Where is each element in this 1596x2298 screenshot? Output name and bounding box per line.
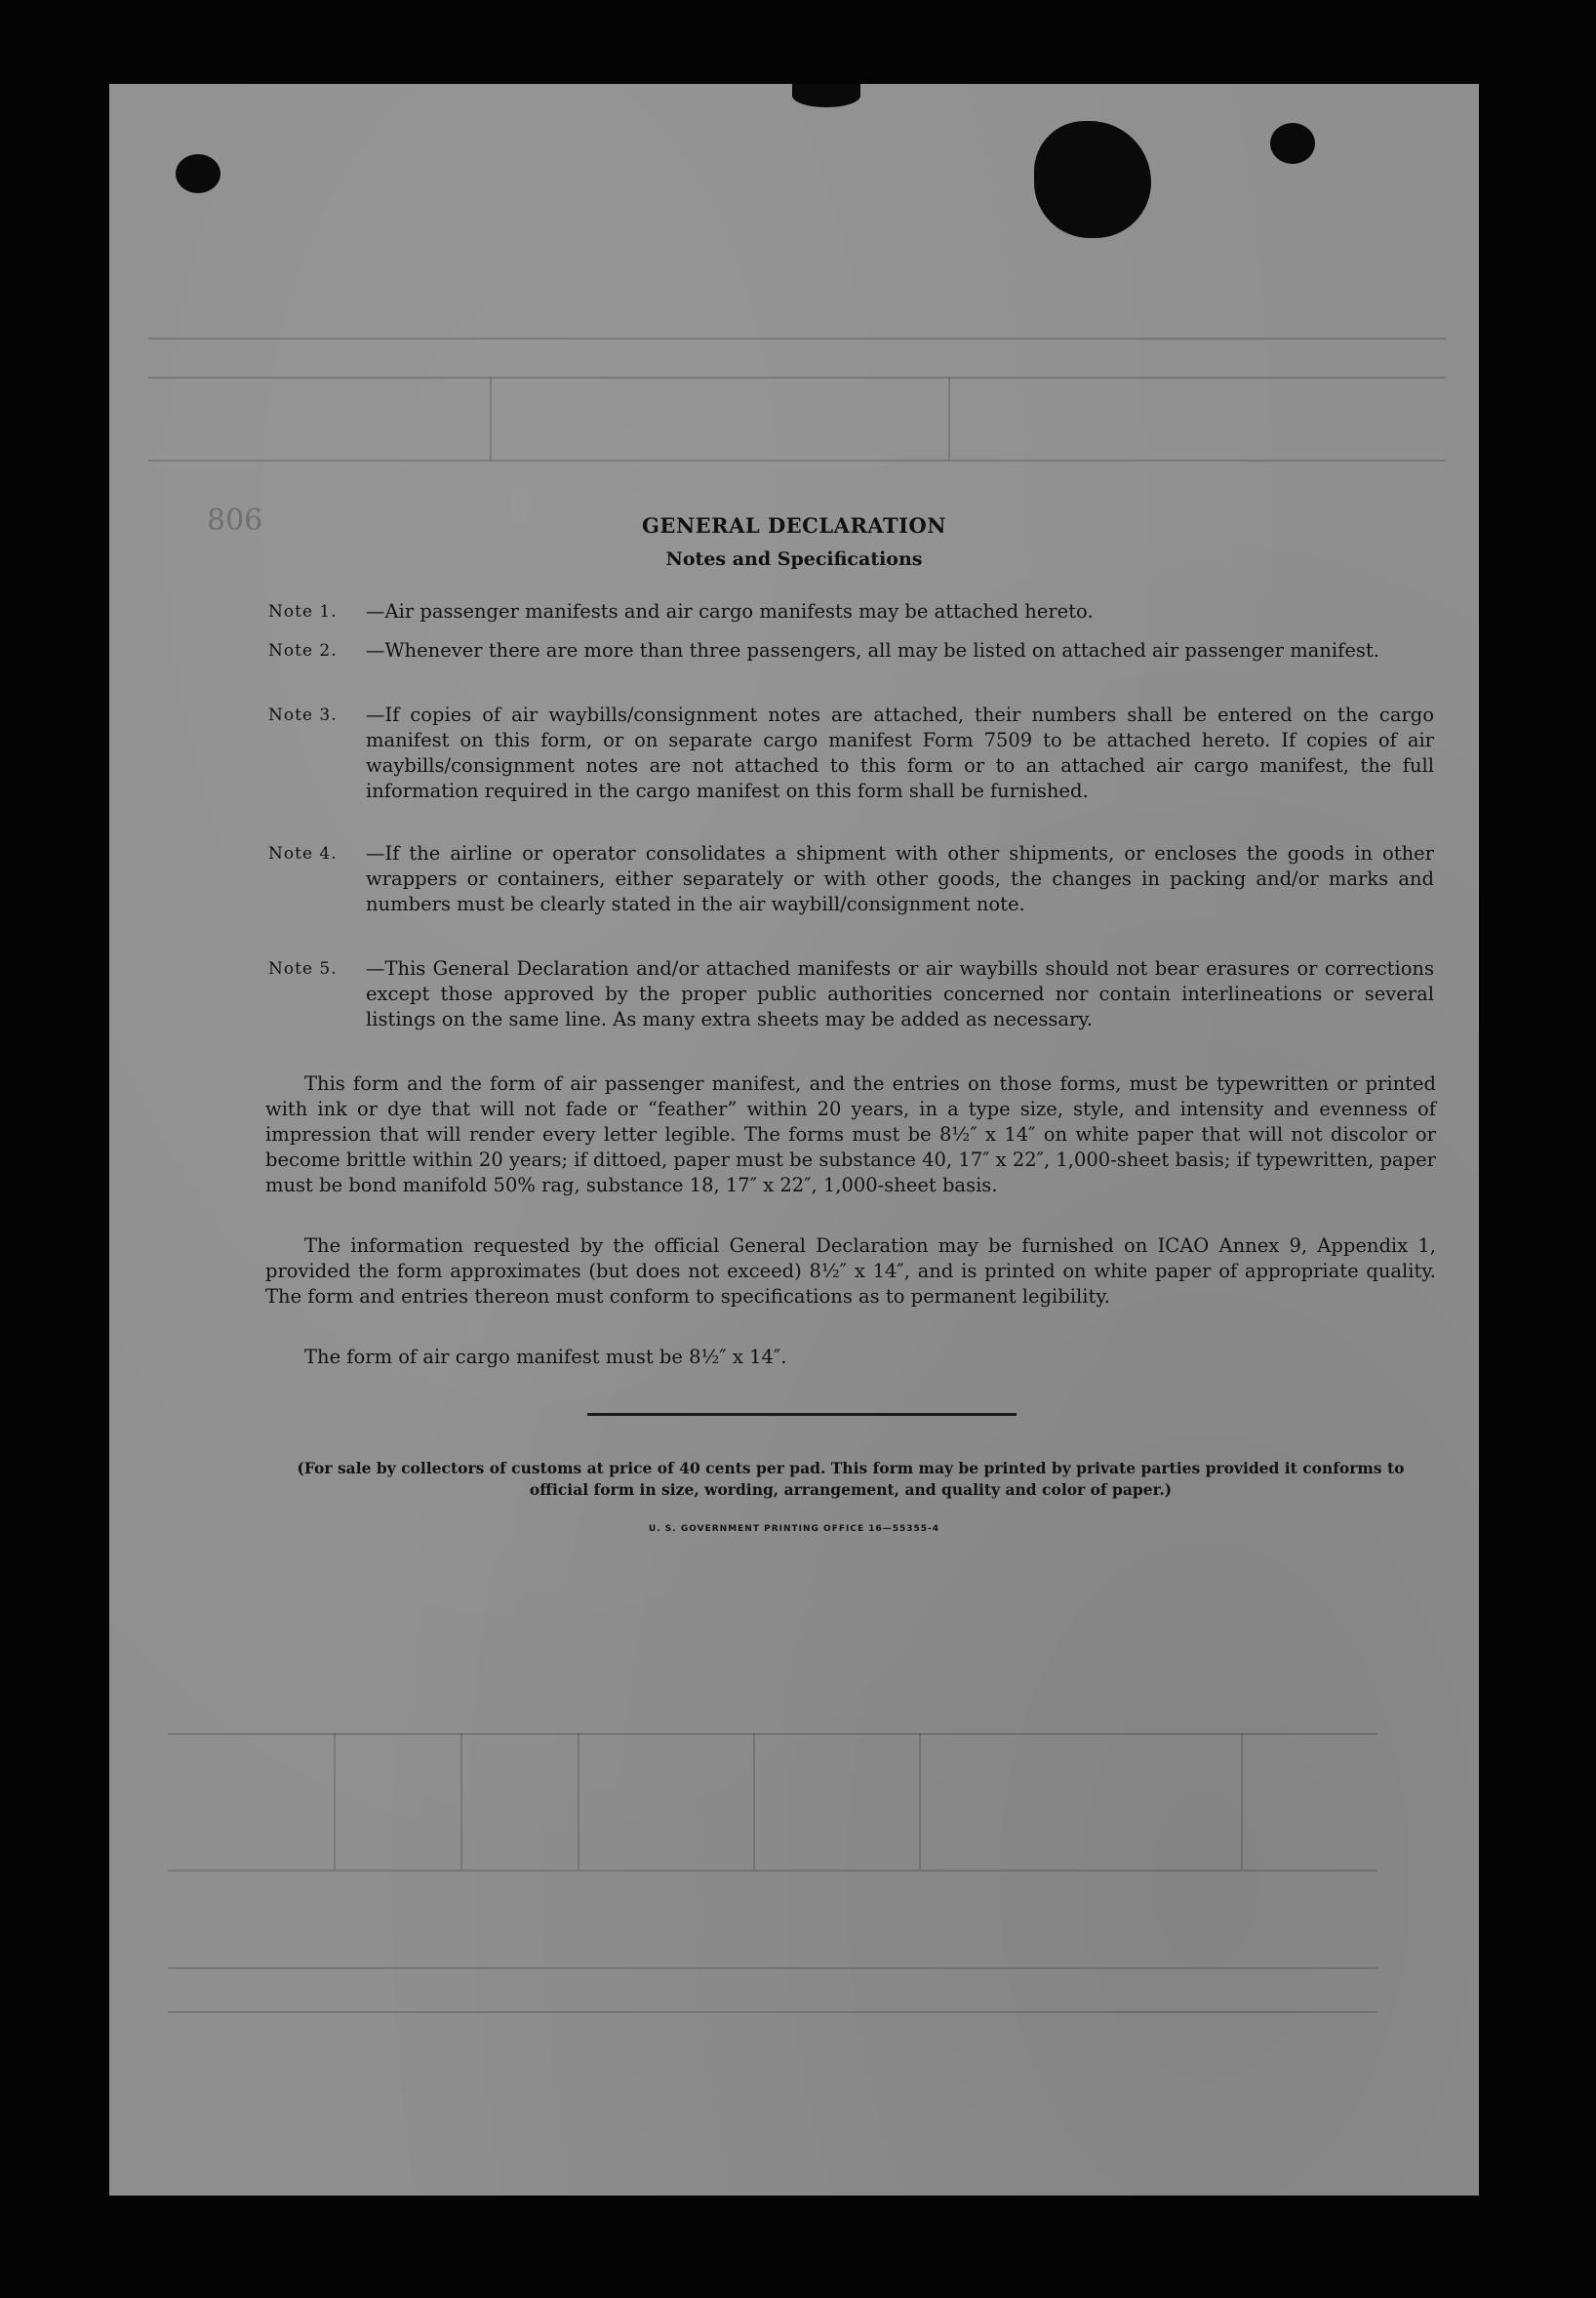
bleed-through-line: [168, 1870, 1377, 1872]
note-label: Note 5.: [268, 959, 338, 979]
page-title: GENERAL DECLARATION: [642, 513, 946, 538]
bleed-through-line: [148, 377, 1446, 379]
note-5: [268, 956, 1434, 1032]
bleed-through-line: [948, 377, 950, 460]
bleed-through-line: [919, 1733, 921, 1870]
bleed-through-line: [168, 1733, 1377, 1735]
note-label: Note 4.: [268, 844, 338, 864]
stamp-number: 806: [207, 504, 263, 538]
bleed-through-line: [490, 377, 492, 460]
divider: [587, 1413, 1017, 1416]
note-4: [268, 841, 1434, 917]
bleed-through-line: [148, 338, 1446, 340]
paragraph-icao: The information requested by the official General Declaration may be furnished on ICAO Annex 9, Appendix 1, provided the form approximates (but does not exceed) 8½″ x 14″, and is printed on white paper of appropriate quality. The form and entries thereon must conform to specifications as to permanent legibility.: [265, 1234, 1436, 1308]
torn-notch: [792, 84, 860, 107]
printing-office-imprint: U. S. GOVERNMENT PRINTING OFFICE 16—55355-4: [648, 1524, 940, 1534]
note-text: —If the airline or operator consolidates a shipment with other shipments, or encloses the goods in other wrappers or containers, either separately or with other goods, the changes in packing and/or marks and numbers must be clearly stated in the air waybill/consignment note.: [366, 842, 1434, 915]
bleed-through-line: [578, 1733, 579, 1870]
bleed-through-line: [168, 1967, 1377, 1969]
bleed-through-line: [1241, 1733, 1243, 1870]
note-1: [268, 599, 1434, 625]
bleed-through-line: [460, 1733, 462, 1870]
bleed-through-line: [168, 2011, 1377, 2013]
note-2: [268, 638, 1434, 664]
note-text: —Air passenger manifests and air cargo manifests may be attached hereto.: [366, 600, 1094, 623]
bleed-through-line: [148, 460, 1446, 462]
note-3: [268, 703, 1434, 804]
note-text: —This General Declaration and/or attached manifests or air waybills should not bear erasures or corrections except those approved by the proper public authorities concerned nor contain interlineations or several listings on the same line. As many extra sheets may be added as necessary.: [366, 957, 1434, 1030]
punch-hole-left: [176, 154, 220, 193]
note-label: Note 2.: [268, 641, 338, 661]
torn-edge: [1034, 121, 1151, 238]
paragraph-form-requirements: This form and the form of air passenger manifest, and the entries on those forms, must be typewritten or printed with ink or dye that will not fade or “feather” within 20 years, in a type size, style, and intensity and evenness of impression that will render every letter legible. The forms must be 8½″ x 14″ on white paper that will not discolor or become brittle within 20 years; if dittoed, paper must be substance 40, 17″ x 22″, 1,000-sheet basis; if typewritten, paper must be bond manifold 50% rag, substance 18, 17″ x 22″, 1,000-sheet basis.: [265, 1072, 1436, 1196]
bleed-through-line: [334, 1733, 336, 1870]
punch-hole-right: [1270, 123, 1315, 164]
note-label: Note 1.: [268, 602, 338, 622]
note-label: Note 3.: [268, 706, 338, 725]
note-text: —If copies of air waybills/consignment notes are attached, their numbers shall be entered on the cargo manifest on this form, or on separate cargo manifest Form 7509 to be attached hereto. If copies of air waybills/consignment notes are not attached to this form or to an attached air cargo manifest, the full information required in the cargo manifest on this form shall be furnished.: [366, 704, 1434, 802]
bleed-through-line: [753, 1733, 755, 1870]
document-page: [109, 84, 1479, 2196]
note-text: —Whenever there are more than three passengers, all may be listed on attached air passenger manifest.: [366, 639, 1379, 662]
page-subtitle: Notes and Specifications: [665, 548, 923, 570]
sale-notice: (For sale by collectors of customs at price of 40 cents per pad. This form may be printed by private parties provided it conforms to official form in size, wording, arrangement, and quality and color of paper.): [297, 1459, 1405, 1499]
paragraph-cargo-manifest-size: The form of air cargo manifest must be 8½″ x 14″.: [304, 1346, 787, 1368]
